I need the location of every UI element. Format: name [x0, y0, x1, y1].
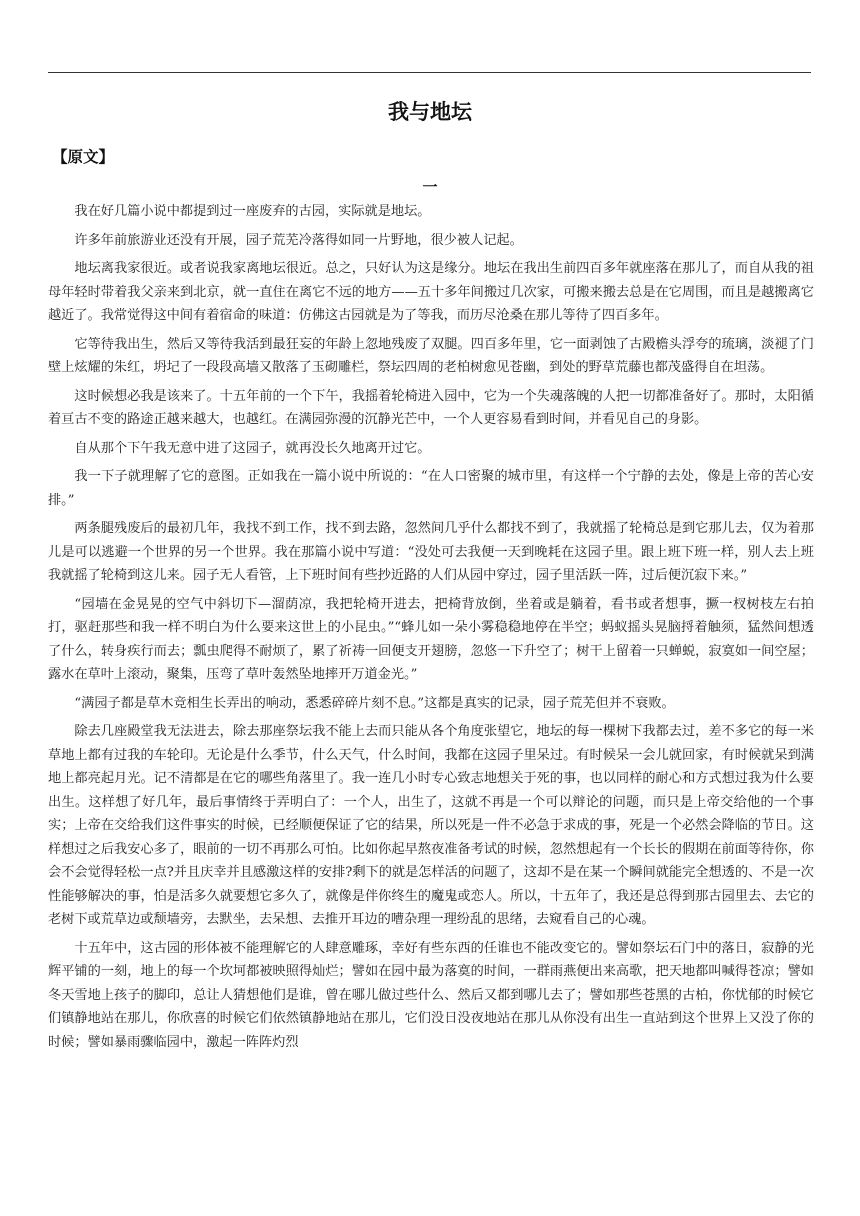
paragraph: 我一下子就理解了它的意图。正如我在一篇小说中所说的：“在人口密聚的城市里，有这样一个宁静的去处，像是上帝的苦心安排。” [48, 469, 814, 508]
paragraph: 除去几座殿堂我无法进去，除去那座祭坛我不能上去而只能从各个角度张望它，地坛的每一棵树下我都去过，差不多它的每一米草地上都有过我的车轮印。无论是什么季节，什么天气，什么时间，我都在这园子里呆过。有时候呆一会儿就回家，有时候就呆到满地上都亮起月光。记不清都是在它的哪些角落里了。我一连几小时专心致志地想关于死的事，也以同样的耐心和方式想过我为什么要出生。这样想了好几年，最后事情终于弄明白了：一个人，出生了，这就不再是一个可以辩论的问题，而只是上帝交给他的一个事实；上帝在交给我们这件事实的时候，已经顺便保证了它的结果，所以死是一件不必急于求成的事，死是一个必然会降临的节日。这样想过之后我安心多了，眼前的一切不再那么可怕。比如你起早熬夜准备考试的时候，忽然想起有一个长长的假期在前面等待你，你会不会觉得轻松一点?并且庆幸并且感激这样的安排?剩下的就是怎样活的问题了，这却不是在某一个瞬间就能完全想透的、不是一次性能够解决的事，怕是活多久就要想它多久了，就像是伴你终生的魔鬼或恋人。所以，十五年了，我还是总得到那古园里去、去它的老树下或荒草边或颓墙旁，去默坐，去呆想、去推开耳边的嘈杂理一理纷乱的思绪，去窥看自己的心魂。 [48, 724, 814, 927]
paragraph: “园墙在金晃晃的空气中斜切下—溜荫凉，我把轮椅开进去，把椅背放倒，坐着或是躺着，看书或者想事，撅一杈树枝左右拍打，驱赶那些和我一样不明白为什么要来这世上的小昆虫。”“蜂儿如一朵小雾稳稳地停在半空；蚂蚁摇头晃脑捋着触须，猛然间想透了什么，转身疾行而去；瓢虫爬得不耐烦了，累了祈祷一回便支开翅膀，忽悠一下升空了；树干上留着一只蝉蜕，寂寞如一间空屋；露水在草叶上滚动，聚集，压弯了草叶轰然坠地摔开万道金光。” [48, 596, 814, 682]
paragraph: 这时候想必我是该来了。十五年前的一个下午，我摇着轮椅进入园中，它为一个失魂落魄的人把一切都准备好了。那时，太阳循着亘古不变的路途正越来越大，也越红。在满园弥漫的沉静光芒中，一个人更容易看到时间，并看见自己的身影。 [48, 388, 814, 427]
document-body [48, 200, 814, 1059]
paragraph: 我在好几篇小说中都提到过一座废弃的古园，实际就是地坛。 [74, 204, 431, 219]
header-rule [48, 72, 811, 73]
section-label: 【原文】 [52, 148, 115, 166]
document-title: 我与地坛 [388, 99, 472, 124]
paragraph: 自从那个下午我无意中进了这园子，就再没长久地离开过它。 [74, 440, 431, 456]
paragraph: 两条腿残废后的最初几年，我找不到工作，找不到去路，忽然间几乎什么都找不到了，我就摇了轮椅总是到它那儿去，仅为着那儿是可以逃避一个世界的另一个世界。我在那篇小说中写道：“没处可去我便一天到晚耗在这园子里。跟上班下班一样，别人去上班我就摇了轮椅到这儿来。园子无人看管，上下班时间有些抄近路的人们从园中穿过，园子里活跃一阵，过后便沉寂下来。” [48, 521, 814, 583]
part-number: 一 [422, 178, 438, 196]
paragraph: 许多年前旅游业还没有开展，园子荒芜冷落得如同一片野地，很少被人记起。 [74, 232, 523, 248]
paragraph: 它等待我出生，然后又等待我活到最狂妄的年龄上忽地残废了双腿。四百多年里，它一面剥蚀了古殿檐头浮夸的琉璃，淡褪了门壁上炫耀的朱红，坍圮了一段段高墙又散落了玉砌雕栏，祭坛四周的老柏树愈见苍幽，到处的野草荒藤也都茂盛得自在坦荡。 [48, 336, 814, 375]
paragraph: 地坛离我家很近。或者说我家离地坛很近。总之，只好认为这是缘分。地坛在我出生前四百多年就座落在那儿了，而自从我的祖母年轻时带着我父亲来到北京，就一直住在离它不远的地方——五十多年间搬过几次家，可搬来搬去总是在它周围，而且是越搬离它越近了。我常觉得这中间有着宿命的味道：仿佛这古园就是为了等我，而历尽沧桑在那儿等待了四百多年。 [48, 261, 814, 323]
paragraph: 十五年中，这古园的形体被不能理解它的人肆意雕琢，幸好有些东西的任谁也不能改变它的。譬如祭坛石门中的落日，寂静的光辉平铺的一刻，地上的每一个坎坷都被映照得灿烂；譬如在园中最为落寞的时间，一群雨燕便出来高歌，把天地都叫喊得苍凉；譬如冬天雪地上孩子的脚印，总让人猜想他们是谁，曾在哪儿做过些什么、然后又都到哪儿去了；譬如那些苍黑的古柏，你忧郁的时候它们镇静地站在那儿，你欣喜的时候它们依然镇静地站在那儿，它们没日没夜地站在那儿从你没有出生一直站到这个世界上又没了你的时候；譬如暴雨骤临园中，激起一阵阵灼烈 [48, 940, 814, 1050]
paragraph: “满园子都是草木竞相生长弄出的响动，悉悉碎碎片刻不息。”这都是真实的记录，园子荒芜但并不衰败。 [74, 695, 675, 711]
